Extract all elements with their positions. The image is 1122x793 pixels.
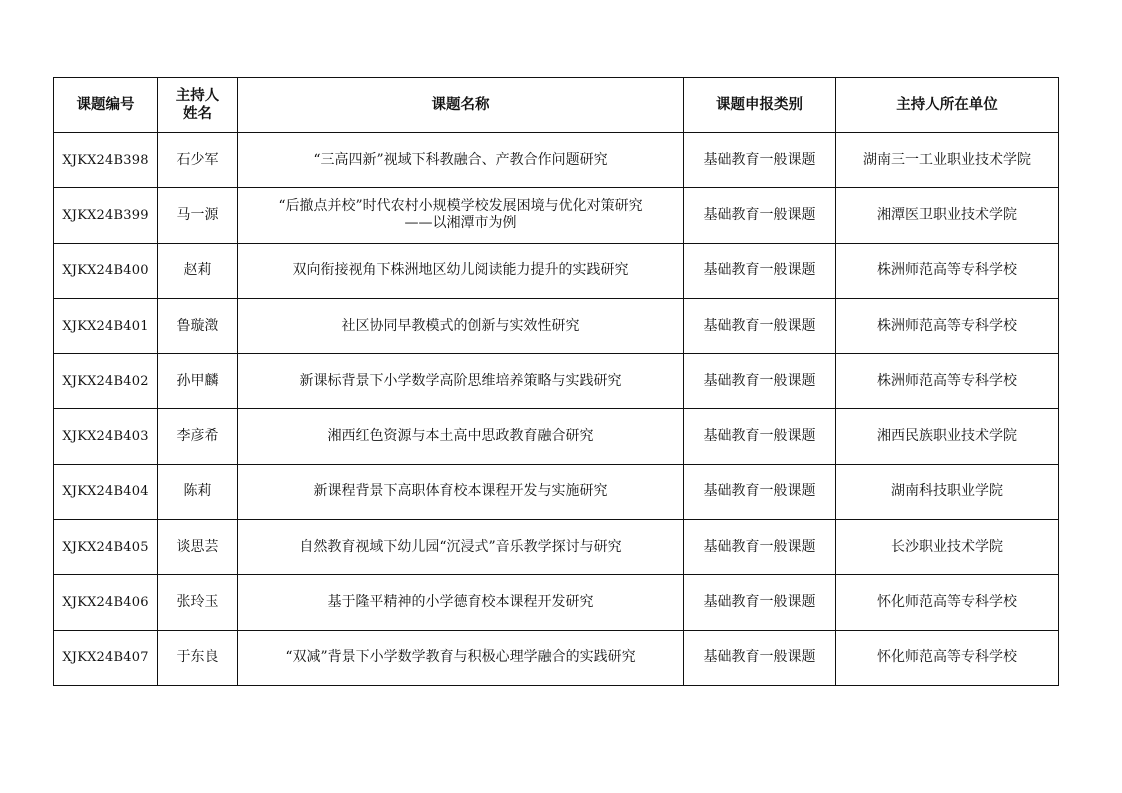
cell-host: 张玲玉 — [158, 575, 238, 630]
cell-category: 基础教育一般课题 — [684, 409, 836, 464]
cell-title — [238, 575, 684, 630]
cell-title — [238, 409, 684, 464]
header-host-line1: 主持人 — [175, 88, 220, 104]
cell-unit: 怀化师范高等专科学校 — [836, 630, 1059, 685]
header-row — [54, 78, 1059, 133]
cell-title-line: 社区协同早教模式的创新与实效性研究 — [341, 317, 580, 334]
cell-host: 孙甲麟 — [158, 354, 238, 409]
cell-code: XJKX24B405 — [54, 520, 158, 575]
cell-title — [238, 133, 684, 188]
table-row — [54, 520, 1059, 575]
header-title: 课题名称 — [238, 78, 684, 133]
cell-title-line: ——以湘潭市为例 — [404, 215, 517, 232]
cell-title — [238, 630, 684, 685]
table-row — [54, 630, 1059, 685]
cell-category: 基础教育一般课题 — [684, 188, 836, 243]
cell-unit: 湖南三一工业职业技术学院 — [836, 133, 1059, 188]
header-unit: 主持人所在单位 — [836, 78, 1059, 133]
cell-host: 李彦希 — [158, 409, 238, 464]
table-row — [54, 464, 1059, 519]
cell-title-line: “双减”背景下小学数学教育与积极心理学融合的实践研究 — [285, 649, 636, 666]
cell-host: 陈莉 — [158, 464, 238, 519]
header-category: 课题申报类别 — [684, 78, 836, 133]
cell-host: 马一源 — [158, 188, 238, 243]
cell-title — [238, 243, 684, 298]
header-host — [158, 78, 238, 133]
cell-unit: 长沙职业技术学院 — [836, 520, 1059, 575]
cell-unit: 湘潭医卫职业技术学院 — [836, 188, 1059, 243]
cell-category: 基础教育一般课题 — [684, 243, 836, 298]
cell-title-line: “后撤点并校”时代农村小规模学校发展困境与优化对策研究 — [278, 198, 643, 215]
cell-category: 基础教育一般课题 — [684, 464, 836, 519]
cell-title-line: 新课程背景下高职体育校本课程开发与实施研究 — [313, 483, 608, 500]
cell-host: 赵莉 — [158, 243, 238, 298]
table-header — [54, 78, 1059, 133]
cell-title — [238, 298, 684, 353]
header-host-line2: 姓名 — [183, 106, 212, 122]
cell-code: XJKX24B399 — [54, 188, 158, 243]
cell-unit: 株洲师范高等专科学校 — [836, 354, 1059, 409]
header-code: 课题编号 — [54, 78, 158, 133]
cell-code: XJKX24B402 — [54, 354, 158, 409]
cell-unit: 株洲师范高等专科学校 — [836, 298, 1059, 353]
cell-title-line: 自然教育视域下幼儿园“沉浸式”音乐教学探讨与研究 — [299, 538, 622, 555]
table-row — [54, 354, 1059, 409]
cell-category: 基础教育一般课题 — [684, 520, 836, 575]
cell-code: XJKX24B400 — [54, 243, 158, 298]
table-body — [54, 133, 1059, 686]
project-table — [53, 77, 1059, 686]
table-row — [54, 298, 1059, 353]
cell-title-line: “三高四新”视域下科教融合、产教合作问题研究 — [313, 151, 608, 168]
cell-category: 基础教育一般课题 — [684, 575, 836, 630]
cell-host: 于东良 — [158, 630, 238, 685]
cell-code: XJKX24B403 — [54, 409, 158, 464]
cell-code: XJKX24B398 — [54, 133, 158, 188]
cell-unit: 株洲师范高等专科学校 — [836, 243, 1059, 298]
table-row — [54, 575, 1059, 630]
cell-title-line: 新课标背景下小学数学高阶思维培养策略与实践研究 — [299, 372, 622, 389]
cell-category: 基础教育一般课题 — [684, 298, 836, 353]
cell-title — [238, 188, 684, 243]
cell-unit: 湖南科技职业学院 — [836, 464, 1059, 519]
table-row — [54, 243, 1059, 298]
cell-category: 基础教育一般课题 — [684, 133, 836, 188]
cell-host: 谈思芸 — [158, 520, 238, 575]
cell-code: XJKX24B401 — [54, 298, 158, 353]
cell-category: 基础教育一般课题 — [684, 354, 836, 409]
cell-title — [238, 520, 684, 575]
cell-title-line: 双向衔接视角下株洲地区幼儿阅读能力提升的实践研究 — [292, 262, 629, 279]
cell-unit: 怀化师范高等专科学校 — [836, 575, 1059, 630]
cell-code: XJKX24B407 — [54, 630, 158, 685]
cell-title — [238, 354, 684, 409]
table-row — [54, 133, 1059, 188]
cell-host: 石少军 — [158, 133, 238, 188]
cell-code: XJKX24B406 — [54, 575, 158, 630]
cell-unit: 湘西民族职业技术学院 — [836, 409, 1059, 464]
cell-host: 鲁璇澂 — [158, 298, 238, 353]
cell-code: XJKX24B404 — [54, 464, 158, 519]
cell-title-line: 湘西红色资源与本土高中思政教育融合研究 — [327, 428, 594, 445]
cell-category: 基础教育一般课题 — [684, 630, 836, 685]
cell-title-line: 基于隆平精神的小学德育校本课程开发研究 — [327, 594, 594, 611]
table-row — [54, 409, 1059, 464]
table-row — [54, 188, 1059, 243]
cell-title — [238, 464, 684, 519]
